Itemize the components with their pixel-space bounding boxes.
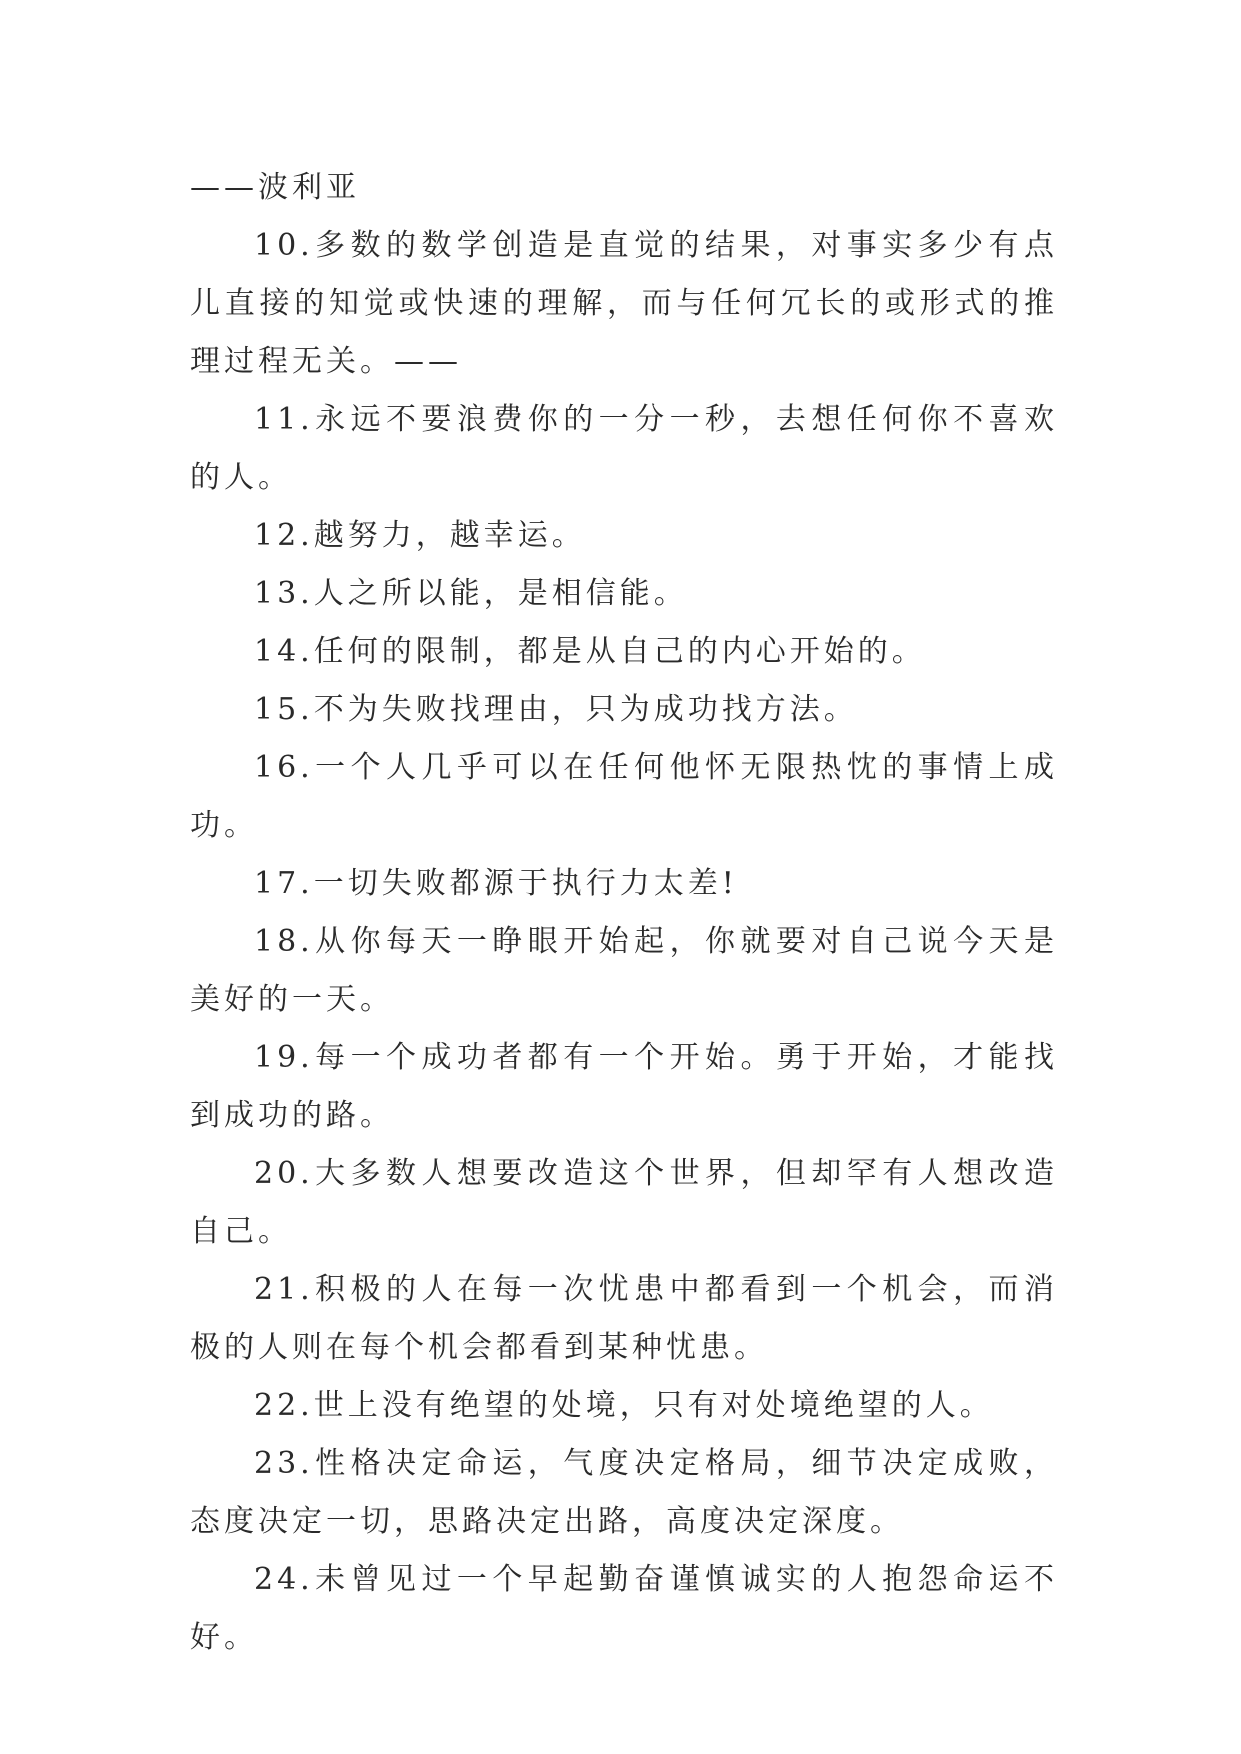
quote-paragraph-23: 23.性格决定命运，气度决定格局，细节决定成败，态度决定一切，思路决定出路，高度决定深度。 <box>190 1446 1058 1539</box>
document-body <box>190 159 1058 1667</box>
quote-paragraph-10: 10.多数的数学创造是直觉的结果，对事实多少有点儿直接的知觉或快速的理解，而与任何冗长的或形式的推理过程无关。—— <box>190 228 1058 379</box>
quote-paragraph-19: 19.每一个成功者都有一个开始。勇于开始，才能找到成功的路。 <box>190 1040 1058 1133</box>
quote-paragraph-14: 14.任何的限制，都是从自己的内心开始的。 <box>254 634 926 669</box>
quote-paragraph-24: 24.未曾见过一个早起勤奋谨慎诚实的人抱怨命运不好。 <box>190 1562 1058 1655</box>
quote-paragraph-11: 11.永远不要浪费你的一分一秒，去想任何你不喜欢的人。 <box>190 402 1058 495</box>
quote-paragraph-16: 16.一个人几乎可以在任何他怀无限热忱的事情上成功。 <box>190 750 1058 843</box>
quote-paragraph-22: 22.世上没有绝望的处境，只有对处境绝望的人。 <box>254 1388 994 1423</box>
quote-paragraph-15: 15.不为失败找理由，只为成功找方法。 <box>254 692 858 727</box>
attribution-line: ——波利亚 <box>190 170 360 205</box>
quote-paragraph-12: 12.越努力，越幸运。 <box>254 518 586 553</box>
quote-paragraph-17: 17.一切失败都源于执行力太差! <box>254 866 738 901</box>
quote-paragraph-21: 21.积极的人在每一次忧患中都看到一个机会，而消极的人则在每个机会都看到某种忧患。 <box>190 1272 1058 1365</box>
quote-paragraph-20: 20.大多数人想要改造这个世界，但却罕有人想改造自己。 <box>190 1156 1058 1249</box>
quote-paragraph-18: 18.从你每天一睁眼开始起，你就要对自己说今天是美好的一天。 <box>190 924 1058 1017</box>
quote-paragraph-13: 13.人之所以能，是相信能。 <box>254 576 688 611</box>
